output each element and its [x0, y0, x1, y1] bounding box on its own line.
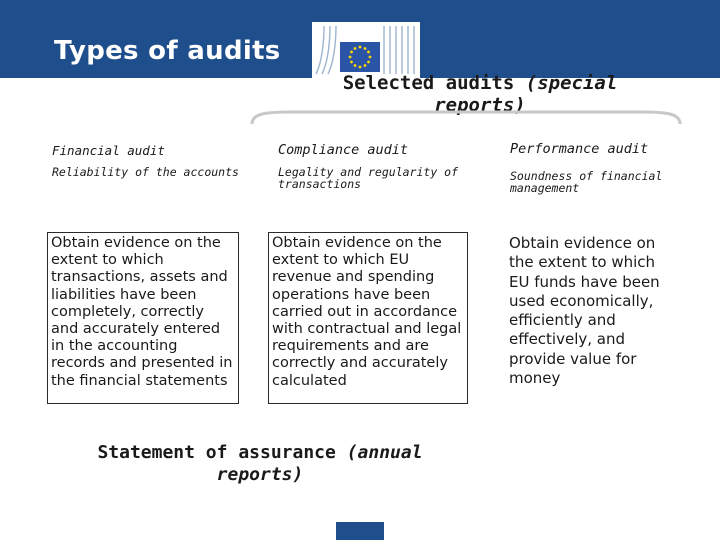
statement-label: Statement of assurance — [97, 442, 347, 463]
financial-audit-description: Obtain evidence on the extent to which transactions, assets and liabilities have been completely, correctly and accurately entered in the accounting records and presented in the financial statements — [47, 232, 239, 404]
compliance-audit-description: Obtain evidence on the extent to which EU revenue and spending operations have been carried out in accordance with contractual and legal requirements and are correctly and accurately calculated — [268, 232, 468, 404]
bracket-divider — [250, 108, 682, 126]
selected-audits-label: Selected audits — [342, 72, 526, 94]
statement-italic: (annual reports) — [216, 442, 423, 485]
performance-audit-title: Performance audit — [510, 141, 649, 157]
statement-of-assurance-heading — [60, 442, 460, 486]
compliance-audit-title: Compliance audit — [278, 142, 409, 158]
page-title: Types of audits — [54, 36, 281, 66]
financial-audit-title: Financial audit — [52, 143, 165, 158]
compliance-audit-scope: Legality and regularity of transactions — [278, 165, 459, 191]
financial-audit-scope: Reliability of the accounts — [52, 165, 239, 179]
selected-audits-italic: (special reports) — [434, 72, 618, 116]
eu-flag-icon — [312, 22, 420, 78]
footer-accent — [336, 522, 384, 540]
performance-audit-description: Obtain evidence on the extent to which EU funds have been used economically, efficiently and effectively, and provide value for money — [509, 234, 660, 388]
performance-audit-scope: Soundness of financial management — [510, 169, 663, 195]
